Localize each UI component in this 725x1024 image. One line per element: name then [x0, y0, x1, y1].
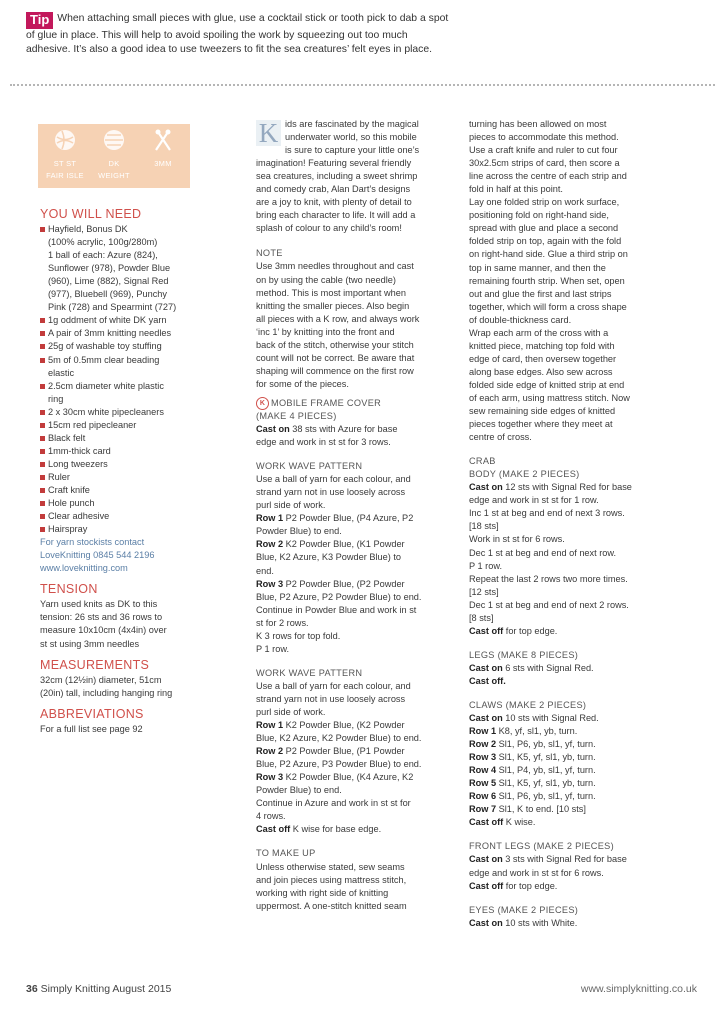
claws-instructions [469, 712, 689, 829]
instruction-line [256, 771, 456, 784]
text-line: st st using 3mm needles [40, 638, 140, 649]
front-legs-heading: FRONT LEGS (MAKE 2 PIECES) [469, 841, 614, 852]
material-item [40, 497, 230, 510]
abbreviations-block [40, 723, 230, 736]
instruction-text: edge and work in st st for 3 rows. [256, 437, 391, 448]
instruction-text: 4 rows. [256, 811, 286, 822]
instruction-line [469, 612, 689, 625]
instruction-label: Cast on [469, 662, 503, 673]
material-item [40, 471, 230, 484]
instruction-text: 10 sts with Signal Red. [505, 713, 599, 724]
material-line: 2 x 30cm white pipecleaners [48, 406, 164, 417]
instruction-label: Cast off. [469, 675, 506, 686]
instruction-text: st for 2 rows. [256, 617, 309, 628]
instruction-line [256, 538, 456, 551]
frame-instructions [256, 423, 456, 449]
material-line: 1g oddment of white DK yarn [48, 315, 167, 326]
info-label: 3MM [154, 159, 172, 168]
text-line: ids are fascinated by the magical [285, 119, 419, 129]
instruction-line [469, 917, 689, 930]
instruction-line [469, 533, 689, 546]
instruction-text: edge and work in st st for 6 rows. [469, 867, 604, 878]
text-line: folded side edge of knitted strip at end [469, 379, 625, 390]
instruction-line [256, 604, 456, 617]
tension-block [40, 598, 230, 650]
instruction-text: Powder Blue) to end. [256, 785, 342, 796]
text-line: and join pieces using mattress stitch, [256, 874, 407, 885]
material-line: Black felt [48, 432, 86, 443]
text-line: measure 10x10cm (4x4in) over [40, 625, 167, 636]
material-item [40, 523, 230, 536]
info-weight [90, 128, 138, 180]
yarn-skein-icon [102, 128, 126, 152]
dotted-divider [10, 84, 715, 86]
instruction-line [256, 719, 456, 732]
instruction-text: P 1 row. [256, 643, 290, 654]
left-column [40, 208, 230, 736]
tip-line: adhesive. It’s also a good idea to use tweezers to fit the sea creatures’ felt eyes in place. [26, 44, 433, 55]
text-line: Use a craft knife and ruler to cut four [469, 145, 618, 156]
text-line: is sure to capture your little one’s [285, 145, 420, 156]
instruction-text: P2 Powder Blue, (P4 Azure, P2 [285, 513, 414, 524]
text-line: Unless otherwise stated, sew seams [256, 861, 405, 872]
material-item [40, 432, 230, 445]
material-line: elastic [48, 367, 75, 378]
body-heading: BODY (MAKE 2 PIECES) [469, 469, 580, 480]
instruction-text: Sl1, K to end. [10 sts] [498, 804, 586, 815]
instruction-line [256, 591, 456, 604]
text-line: tension: 26 sts and 36 rows to [40, 612, 163, 623]
text-line: sea creatures, including a sweet shrimp [256, 171, 418, 182]
instruction-label: Cast on [256, 424, 290, 435]
instruction-text: Continue in Powder Blue and work in st [256, 604, 417, 615]
instruction-line [256, 525, 456, 538]
text-line: 32cm (12½in) diameter, 51cm [40, 674, 162, 685]
material-line: Sunflower (978), Powder Blue [48, 263, 171, 274]
instruction-text: purl side of work. [256, 706, 326, 717]
magazine-issue: Simply Knitting August 2015 [40, 983, 172, 995]
instruction-text: Sl1, P6, yb, sl1, yf, turn. [498, 739, 596, 750]
note-heading: NOTE [256, 248, 283, 259]
instruction-line [469, 738, 689, 751]
text-line: line across the centre of each strip and [469, 171, 627, 182]
material-line: (960), Lime (882), Signal Red [48, 276, 169, 287]
instruction-line [256, 436, 456, 449]
instruction-text: for top edge. [505, 880, 558, 891]
material-item [40, 458, 230, 471]
instruction-text: Dec 1 st at beg and end of next row. [469, 547, 617, 558]
instruction-text: 38 sts with Azure for base [292, 424, 398, 435]
instruction-line [469, 507, 689, 520]
instruction-line [256, 551, 456, 564]
instruction-line [256, 706, 456, 719]
instruction-text: Sl1, P6, yb, sl1, yf, turn. [498, 791, 596, 802]
instruction-line [256, 578, 456, 591]
text-line: back of the stitch, otherwise your stitch [256, 339, 414, 350]
text-line: spread with glue and place a second [469, 223, 619, 234]
text-line: For a full list see page 92 [40, 723, 143, 734]
instruction-line [469, 599, 689, 612]
text-line: shaping will commence on the first row [256, 365, 414, 376]
info-label: ST ST [53, 159, 77, 168]
instruction-line [469, 712, 689, 725]
text-line: and comedy crab, Alan Dart’s designs [256, 184, 411, 195]
instruction-line [469, 777, 689, 790]
material-line: Pink (728) and Spearmint (727) [48, 302, 177, 313]
text-line: Wrap each arm of the cross with a [469, 327, 609, 338]
info-label: DK [108, 159, 120, 168]
material-line: 1mm-thick card [48, 445, 111, 456]
instruction-line [256, 745, 456, 758]
instruction-line [256, 810, 456, 823]
instruction-label: Cast off [469, 880, 504, 891]
info-label: WEIGHT [98, 170, 130, 180]
material-item [40, 354, 230, 380]
measurements-block [40, 674, 230, 700]
instruction-text: K wise for base edge. [292, 824, 382, 835]
instruction-text: K2 Powder Blue, (K4 Azure, K2 [285, 772, 414, 783]
instruction-label: Row 2 [256, 746, 284, 757]
instruction-line [469, 816, 689, 829]
instruction-text: [8 sts] [469, 612, 494, 623]
instruction-label: Row 4 [469, 765, 497, 776]
material-item [40, 445, 230, 458]
makeup-text [256, 861, 456, 913]
material-line: Hairspray [48, 524, 88, 535]
stockists-block [40, 536, 230, 575]
instruction-text: Blue, P2 Azure, P3 Powder Blue) to end. [256, 759, 422, 770]
instruction-line [469, 586, 689, 599]
wave1-heading: WORK WAVE PATTERN [256, 461, 363, 472]
instruction-text: P 1 row. [469, 560, 503, 571]
instruction-text: K8, yf, sl1, yb, turn. [498, 726, 578, 737]
material-line: (977), Bluebell (969), Punchy [48, 289, 167, 300]
instruction-line [256, 784, 456, 797]
instruction-line [469, 573, 689, 586]
material-item [40, 510, 230, 523]
text-line: www.loveknitting.com [40, 563, 128, 574]
instruction-line [469, 481, 689, 494]
info-needles [139, 128, 187, 169]
tip-box [26, 12, 706, 58]
instruction-line [469, 625, 689, 638]
note-text [256, 260, 456, 390]
front-legs-instructions [469, 853, 689, 892]
instruction-text: [18 sts] [469, 521, 499, 532]
info-stitch [41, 128, 89, 180]
instruction-label: Cast on [469, 854, 503, 865]
text-line: centre of cross. [469, 432, 532, 443]
text-line: folded strip on top, again with the fold [469, 236, 622, 247]
instruction-line [469, 803, 689, 816]
instruction-line [256, 617, 456, 630]
instruction-text: for top edge. [505, 625, 558, 636]
material-line: 25g of washable toy stuffing [48, 341, 162, 352]
instruction-text: 10 sts with White. [505, 917, 578, 928]
instruction-line [469, 751, 689, 764]
makeup-continued [469, 118, 689, 444]
material-line: Clear adhesive [48, 511, 110, 522]
text-line: Yarn used knits as DK to this [40, 599, 158, 610]
text-line: splash of colour to any child’s room! [256, 223, 402, 234]
material-line: (100% acrylic, 100g/280m) [48, 237, 158, 248]
instruction-label: Cast on [469, 713, 503, 724]
pattern-info-box [38, 124, 190, 188]
instruction-label: Row 6 [469, 791, 497, 802]
material-item [40, 327, 230, 340]
instruction-line [469, 520, 689, 533]
knitting-needles-icon [151, 128, 175, 152]
instruction-text: 12 sts with Signal Red for base [505, 482, 632, 493]
instruction-line [469, 662, 689, 675]
instruction-text: K2 Powder Blue, (K1 Powder [285, 539, 405, 550]
makeup-heading: TO MAKE UP [256, 848, 316, 859]
text-line: underwater world, so this mobile [285, 132, 417, 143]
text-line: bring each character to life. It will add a [256, 210, 416, 221]
material-line: ring [48, 393, 64, 404]
instruction-label: Row 1 [256, 720, 284, 731]
instruction-line [469, 853, 689, 866]
instruction-text: Blue, P2 Azure, P2 Powder Blue) to end. [256, 591, 422, 602]
instruction-line [256, 565, 456, 578]
footer-left [26, 983, 171, 995]
instruction-label: Row 2 [469, 739, 497, 750]
material-line: Ruler [48, 471, 70, 482]
wave2-instructions [256, 680, 456, 837]
instruction-line [469, 764, 689, 777]
text-line: along base edges. Also sew across [469, 366, 613, 377]
instruction-text: 3 sts with Signal Red for base [505, 854, 627, 865]
instruction-text: purl side of work. [256, 500, 326, 511]
text-line: count will not be correct. Be aware that [256, 352, 415, 363]
middle-column [256, 118, 456, 913]
instruction-line [469, 675, 689, 688]
instruction-label: Row 2 [256, 539, 284, 550]
instruction-text: Powder Blue) to end. [256, 526, 342, 537]
abbreviations-heading: ABBREVIATIONS [40, 706, 144, 721]
eyes-heading: EYES (MAKE 2 PIECES) [469, 904, 579, 915]
instruction-line [256, 512, 456, 525]
instruction-text: Inc 1 st at beg and end of next 3 rows. [469, 508, 625, 519]
instruction-label: Cast off [469, 817, 504, 828]
material-item [40, 314, 230, 327]
instruction-line [469, 867, 689, 880]
tip-badge: Tip [26, 12, 53, 29]
page-number: 36 [26, 983, 38, 995]
text-line: 30x2.5cm strips of card, then score a [469, 158, 620, 169]
instruction-label: Cast off [469, 625, 504, 636]
text-line: turning has been allowed on most [469, 119, 607, 129]
wave2-heading: WORK WAVE PATTERN [256, 667, 363, 678]
instruction-text: Sl1, P4, yb, sl1, yf, turn. [498, 765, 596, 776]
text-line: imagination! Featuring several friendly [256, 158, 412, 169]
body-instructions [469, 481, 689, 638]
text-line: on right-hand side. Glue a third strip on [469, 249, 628, 260]
instruction-text: end. [256, 565, 274, 576]
instruction-line [469, 725, 689, 738]
instruction-text: edge and work in st st for 1 row. [469, 495, 599, 506]
text-line: are a joy to knit, with plenty of detail to [256, 197, 412, 208]
legs-heading: LEGS (MAKE 8 PIECES) [469, 649, 579, 660]
instruction-line [256, 693, 456, 706]
wave1-instructions [256, 473, 456, 656]
instruction-line [256, 423, 456, 436]
text-line: pieces together where they meet at [469, 419, 613, 430]
instruction-text: Use a ball of yarn for each colour, and [256, 474, 411, 485]
tip-line: of glue in place. This will help to avoid spoiling the work by squeezing out too much [26, 29, 408, 41]
instruction-text: [12 sts] [469, 586, 499, 597]
text-line: positioning fold on right-hand side, [469, 210, 609, 221]
material-item [40, 406, 230, 419]
frame-subheading: (MAKE 4 PIECES) [256, 411, 337, 421]
text-line: edge of card, then oversew together [469, 353, 617, 364]
material-line: Hole punch [48, 498, 95, 509]
text-line: on by using the cable (two needle) [256, 274, 396, 285]
footer-url: www.simplyknitting.co.uk [580, 983, 697, 995]
drop-cap: K [256, 120, 281, 146]
measurements-heading: MEASUREMENTS [40, 657, 150, 672]
material-line: 15cm red pipecleaner [48, 419, 137, 430]
frame-heading: K MOBILE FRAME COVER [256, 397, 456, 410]
instruction-line [256, 486, 456, 499]
text-line: Use 3mm needles throughout and cast [256, 261, 414, 272]
text-line: pieces to accommodate this method. [469, 132, 619, 143]
instruction-label: Row 3 [256, 578, 284, 589]
material-line: 2.5cm diameter white plastic [48, 380, 164, 391]
text-line: out and glue the first and last strips [469, 288, 612, 299]
text-line: ‘inc 1’ by knitting into the front and [256, 326, 395, 337]
tip-line: When attaching small pieces with glue, use a cocktail stick or tooth pick to dab a spot [57, 13, 449, 24]
material-item [40, 223, 230, 314]
text-line: uppermost. A one-stitch knitted seam [256, 900, 407, 911]
material-item [40, 380, 230, 406]
instruction-label: Row 3 [469, 752, 497, 763]
claws-heading: CLAWS (MAKE 2 PIECES) [469, 699, 587, 710]
material-line: Long tweezers [48, 458, 108, 469]
material-line: A pair of 3mm knitting needles [48, 328, 172, 339]
instruction-text: Sl1, K5, yf, sl1, yb, turn. [498, 752, 596, 763]
instruction-text: Sl1, K5, yf, sl1, yb, turn. [498, 778, 596, 789]
instruction-label: Cast on [469, 917, 503, 928]
instruction-line [256, 630, 456, 643]
instruction-label: Cast off [256, 824, 291, 835]
text-line: knitting the smaller pieces. Also begin [256, 300, 410, 311]
instruction-text: K wise. [505, 817, 536, 828]
instruction-text: K2 Powder Blue, (K2 Powder [285, 720, 405, 731]
instruction-line [256, 643, 456, 656]
legs-instructions [469, 662, 689, 688]
intro [256, 118, 456, 235]
instruction-label: Cast on [469, 482, 503, 493]
crab-heading: CRAB [469, 456, 496, 467]
text-line: working with right side of knitting [256, 887, 389, 898]
instruction-line [256, 823, 456, 836]
instruction-label: Row 5 [469, 778, 497, 789]
instruction-line [256, 680, 456, 693]
material-item [40, 340, 230, 353]
text-line: for some of the pieces. [256, 378, 349, 389]
instruction-line [469, 560, 689, 573]
right-column [469, 118, 689, 930]
instruction-text: Work in st st for 6 rows. [469, 534, 565, 545]
instruction-text: Blue, K2 Azure, K3 Powder Blue) to [256, 552, 402, 563]
material-item [40, 419, 230, 432]
instruction-line [469, 494, 689, 507]
eyes-instructions [469, 917, 689, 930]
yarn-ball-icon [53, 128, 77, 152]
text-line: all pieces with a K row, and always work [256, 313, 420, 324]
text-line: For yarn stockists contact [40, 537, 145, 548]
instruction-line [469, 547, 689, 560]
knitting-k-icon: K [256, 397, 269, 410]
instruction-text: P2 Powder Blue, (P1 Powder [285, 746, 405, 757]
instruction-text: strand yarn not in use loosely across [256, 693, 406, 704]
material-line: Hayfield, Bonus DK [48, 224, 128, 235]
tension-heading: TENSION [40, 582, 98, 597]
instruction-text: Blue, K2 Azure, K2 Powder Blue) to end. [256, 733, 422, 744]
text-line: fold in half at this point. [469, 184, 563, 195]
text-line: method. This is most important when [256, 287, 406, 298]
instruction-line [256, 758, 456, 771]
instruction-label: Row 1 [256, 513, 284, 524]
info-label: FAIR ISLE [46, 170, 84, 180]
instruction-label: Row 3 [256, 772, 284, 783]
instruction-text: P2 Powder Blue, (P2 Powder [285, 578, 405, 589]
instruction-label: Row 7 [469, 804, 497, 815]
instruction-label: Row 1 [469, 726, 497, 737]
instruction-line [256, 797, 456, 810]
text-line: remaining fourth strip. When set, open [469, 275, 625, 286]
instruction-text: K 3 rows for top fold. [256, 630, 341, 641]
text-line: LoveKnitting 0845 544 2196 [40, 550, 155, 561]
instruction-text: Use a ball of yarn for each colour, and [256, 680, 411, 691]
instruction-text: Continue in Azure and work in st st for [256, 798, 411, 809]
text-line: knitted piece, matching top fold with [469, 340, 615, 351]
text-line: of double-thickness card. [469, 314, 572, 325]
text-line: Lay one folded strip on work surface, [469, 197, 620, 208]
instruction-line [256, 473, 456, 486]
instruction-text: strand yarn not in use loosely across [256, 487, 406, 498]
text-line: top in same manner, and then the [469, 262, 606, 273]
instruction-text: 6 sts with Signal Red. [505, 662, 594, 673]
instruction-line [256, 732, 456, 745]
intro-text [256, 118, 456, 235]
material-line: Craft knife [48, 484, 90, 495]
material-line: 1 ball of each: Azure (824), [48, 250, 158, 261]
text-line: sew remaining side edges of knitted [469, 406, 616, 417]
instruction-text: Dec 1 st at beg and end of next 2 rows. [469, 599, 629, 610]
instruction-text: Repeat the last 2 rows two more times. [469, 573, 628, 584]
instruction-line [256, 499, 456, 512]
text-line: of each arm, using mattress stitch. Now [469, 392, 630, 403]
material-item [40, 484, 230, 497]
you-will-need-heading: YOU WILL NEED [40, 207, 142, 221]
instruction-line [469, 880, 689, 893]
material-line: 5m of 0.5mm clear beading [48, 354, 160, 365]
materials-list [40, 223, 230, 536]
text-line: together, which will form a cross shape [469, 301, 627, 312]
text-line: (20in) tall, including hanging ring [40, 687, 173, 698]
instruction-line [469, 790, 689, 803]
